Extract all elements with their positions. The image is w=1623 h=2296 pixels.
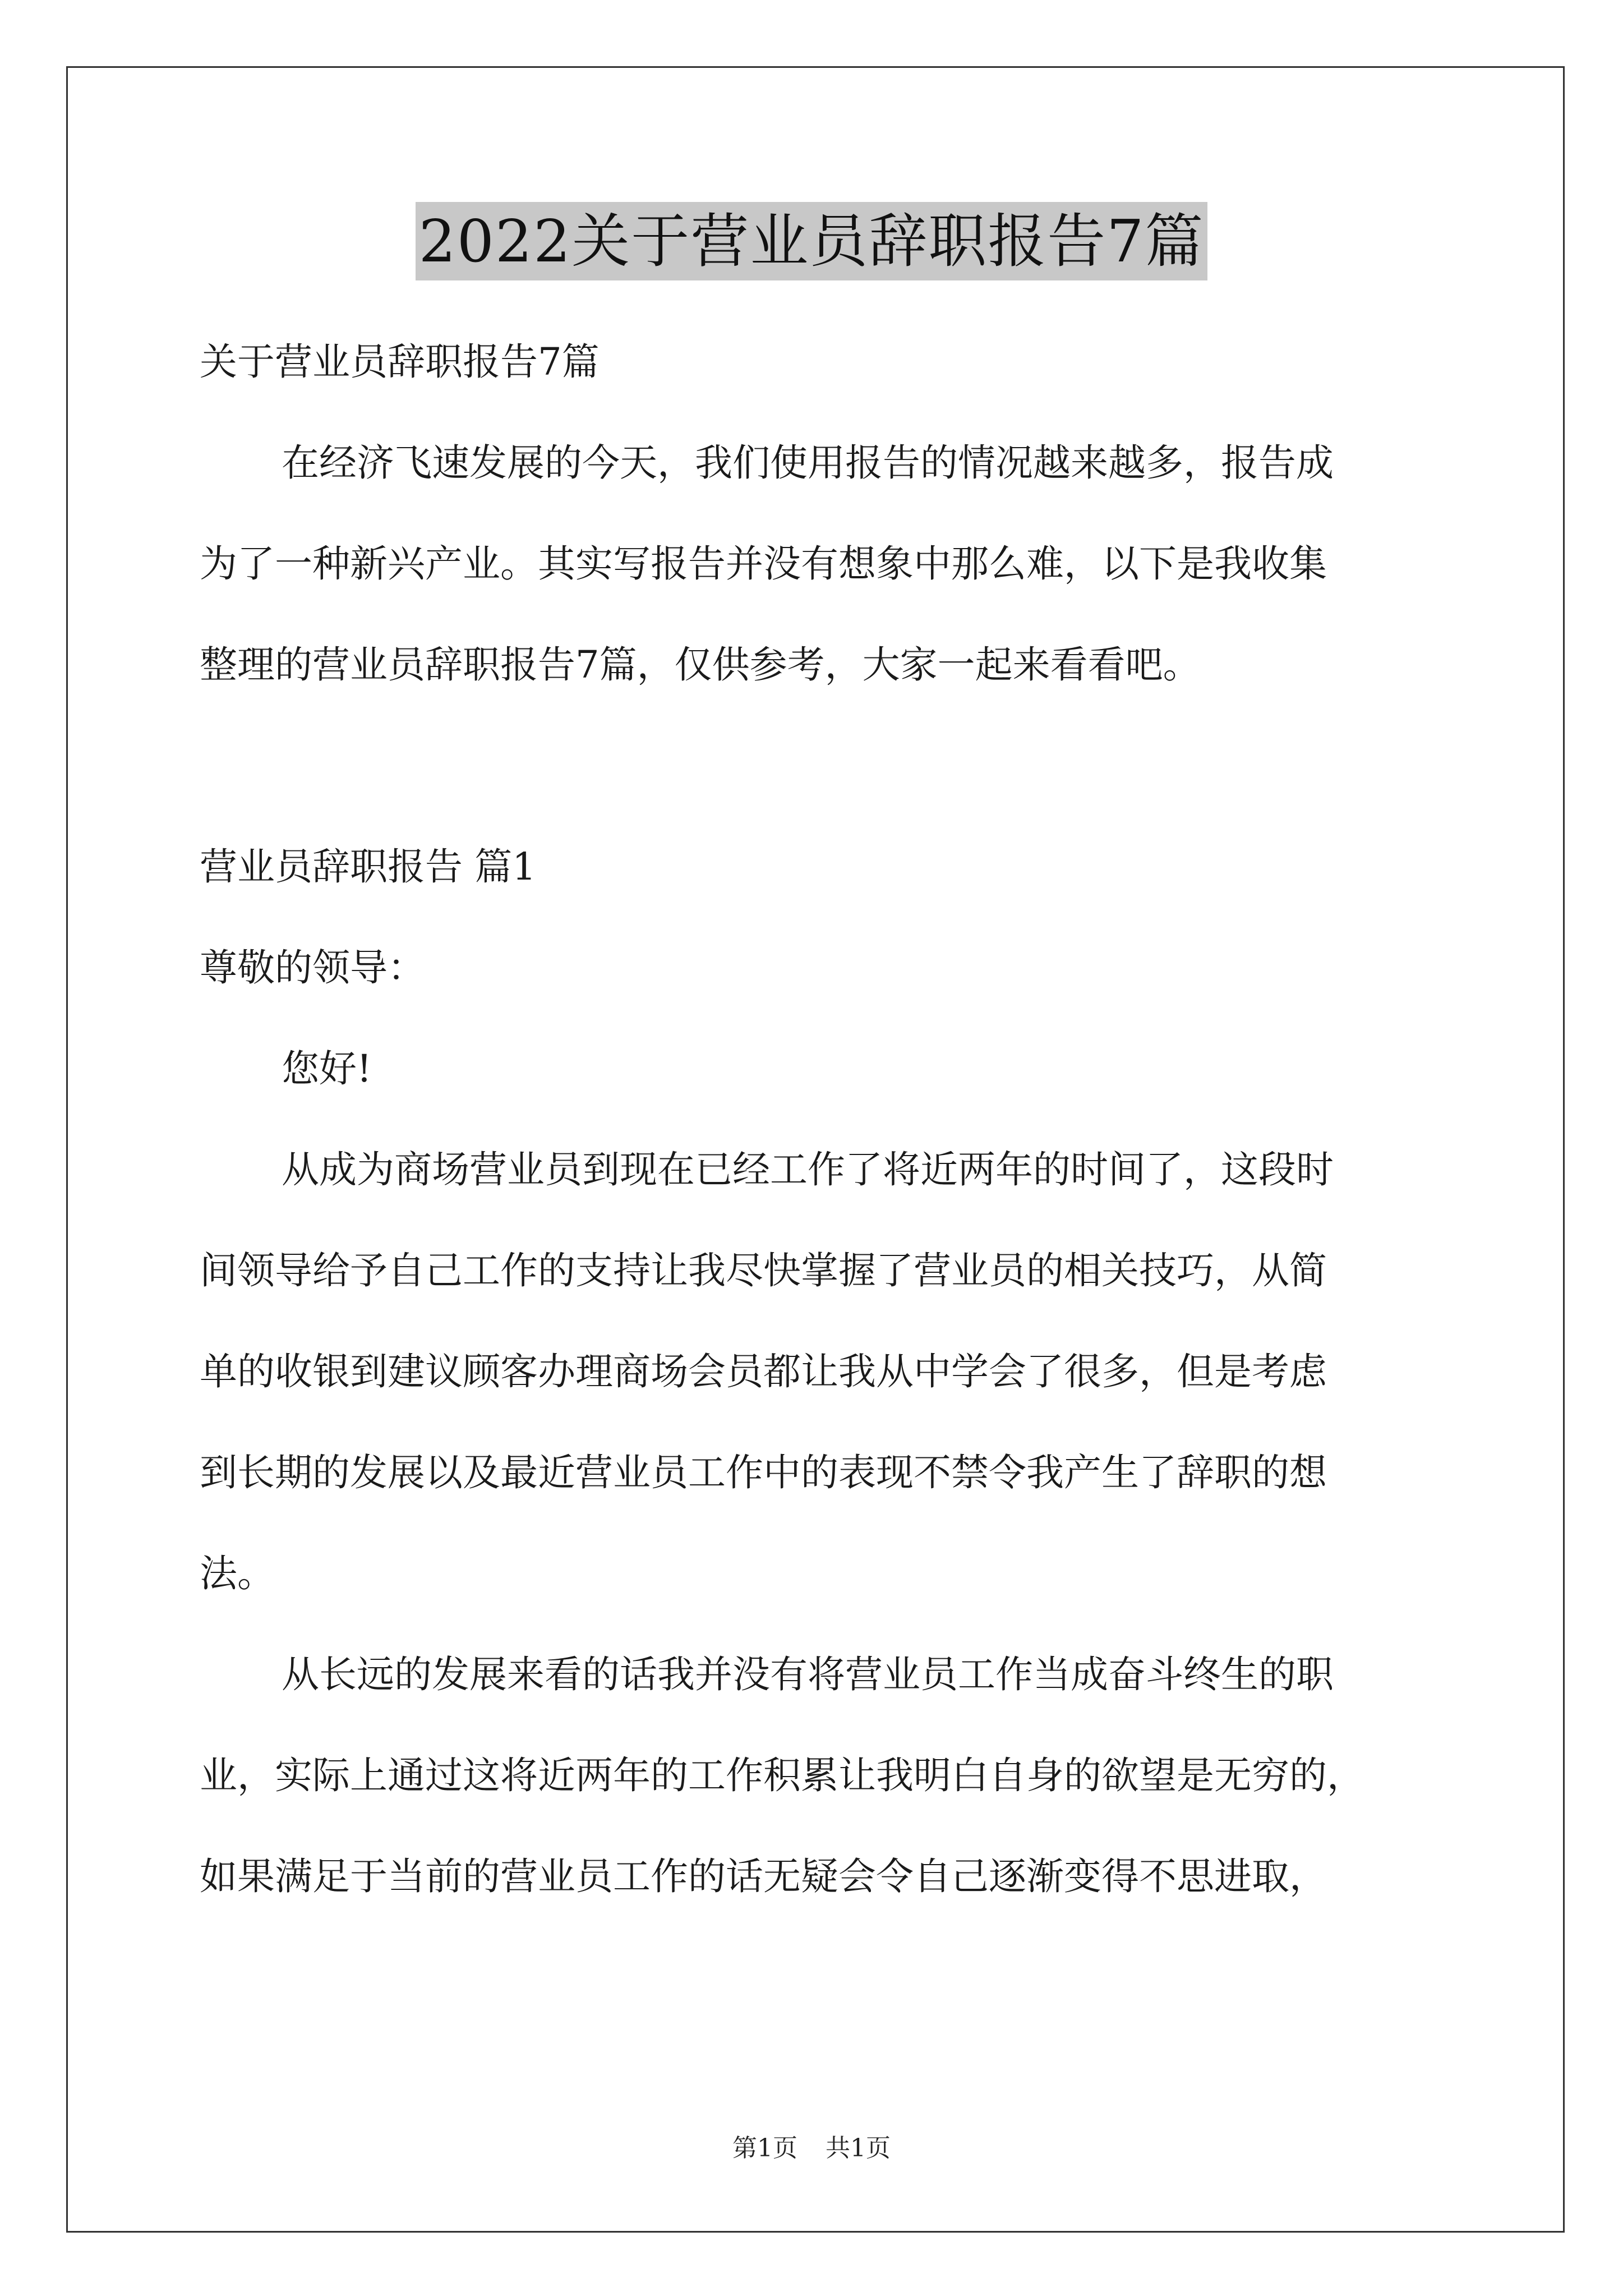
title-area [0,202,1623,280]
greeting: 您好! [282,1047,372,1091]
salutation: 尊敬的领导： [200,946,425,990]
body-paragraph-line: 到长期的发展以及最近营业员工作中的表现不禁令我产生了辞职的想 [200,1451,1327,1494]
page-number: 第1页 [732,2134,797,2162]
intro-paragraph-line: 为了一种新兴产业。其实写报告并没有想象中那么难，以下是我收集 [200,542,1327,586]
body-paragraph-line: 法。 [200,1552,275,1595]
body-paragraph-line: 业，实际上通过这将近两年的工作积累让我明白自身的欲望是无穷的， [200,1754,1364,1797]
document-body [200,311,1433,1927]
body-paragraph-line: 从长远的发展来看的话我并没有将营业员工作当成奋斗终生的职 [282,1653,1334,1696]
body-paragraph-line: 如果满足于当前的营业员工作的话无疑会令自己逐渐变得不思进取， [200,1855,1327,1898]
page-footer [0,2132,1623,2165]
intro-paragraph-line: 整理的营业员辞职报告7篇，仅供参考，大家一起来看看吧。 [200,643,1201,687]
page-total: 共1页 [826,2134,891,2162]
document-title: 2022关于营业员辞职报告7篇 [416,202,1208,280]
subtitle-line: 关于营业员辞职报告7篇 [200,340,600,384]
section-spacer [200,715,1433,816]
section-heading: 营业员辞职报告 篇1 [200,845,536,889]
body-paragraph-line: 间领导给予自己工作的支持让我尽快掌握了营业员的相关技巧，从简 [200,1249,1327,1292]
body-paragraph-line: 单的收银到建议顾客办理商场会员都让我从中学会了很多，但是考虑 [200,1350,1327,1393]
intro-paragraph-line: 在经济飞速发展的今天，我们使用报告的情况越来越多，报告成 [282,441,1334,485]
body-paragraph-line: 从成为商场营业员到现在已经工作了将近两年的时间了，这段时 [282,1148,1334,1191]
